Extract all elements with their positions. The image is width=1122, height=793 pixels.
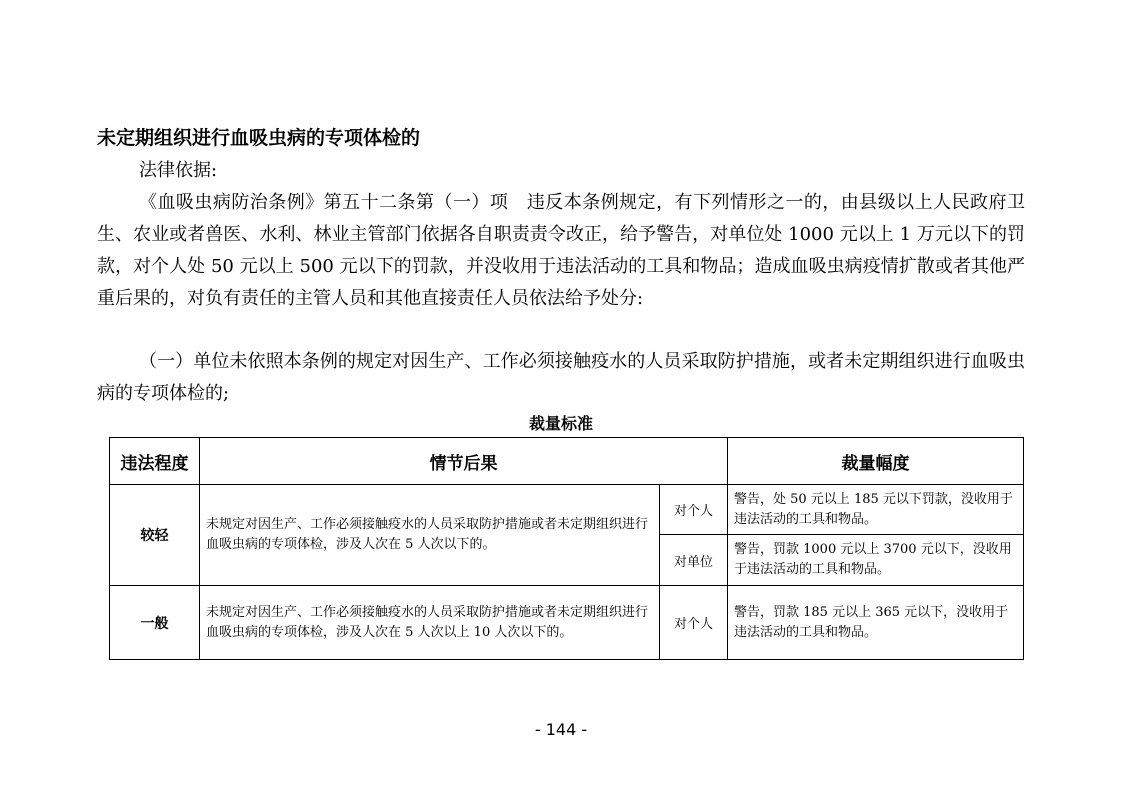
section-title: 未定期组织进行血吸虫病的专项体检的 [97,127,421,149]
table-caption: 裁量标准 [528,414,593,433]
header-degree: 违法程度 [110,438,200,485]
table-row [110,485,1024,535]
target-cell: 对个人 [660,586,728,660]
header-circumstances: 情节后果 [200,438,728,485]
target-cell: 对单位 [660,535,728,586]
degree-cell: 较轻 [110,485,200,586]
clause-paragraph: （一）单位未依照本条例的规定对因生产、工作必须接触疫水的人员采取防护措施，或者未定期组织进行血吸虫病的专项体检的; [97,351,1025,404]
penalty-cell: 警告，处 50 元以上 185 元以下罚款，没收用于违法活动的工具和物品。 [728,485,1024,535]
circumstance-cell: 未规定对因生产、工作必须接触疫水的人员采取防护措施或者未定期组织进行血吸虫病的专项体检，涉及人次在 5 人次以下的。 [200,485,660,586]
circumstance-cell: 未规定对因生产、工作必须接触疫水的人员采取防护措施或者未定期组织进行血吸虫病的专项体检，涉及人次在 5 人次以上 10 人次以下的。 [200,586,660,660]
table-header-row [110,438,1024,485]
discretion-standard-table [109,437,1024,660]
regulation-paragraph: 《血吸虫病防治条例》第五十二条第（一）项 违反本条例规定，有下列情形之一的，由县级以上人民政府卫生、农业或者兽医、水利、林业主管部门依据各自职责责令改正，给予警告，对单位处 1000 元以上 1 万元以下的罚款，对个人处 50 元以上 500 元以下的罚款，并没收用于违法活动的工具和物品；造成血吸虫病疫情扩散或者其他严重后果的，对负有责任的主管人员和其他直接责任人员依法给予处分: [97,192,1025,309]
table-row [110,586,1024,660]
degree-cell: 一般 [110,586,200,660]
page-number: - 144 - [534,720,588,739]
header-range: 裁量幅度 [728,438,1024,485]
target-cell: 对个人 [660,485,728,535]
penalty-cell: 警告，罚款 1000 元以上 3700 元以下，没收用于违法活动的工具和物品。 [728,535,1024,586]
penalty-cell: 警告，罚款 185 元以上 365 元以下，没收用于违法活动的工具和物品。 [728,586,1024,660]
legal-basis-label: 法律依据: [139,160,218,181]
